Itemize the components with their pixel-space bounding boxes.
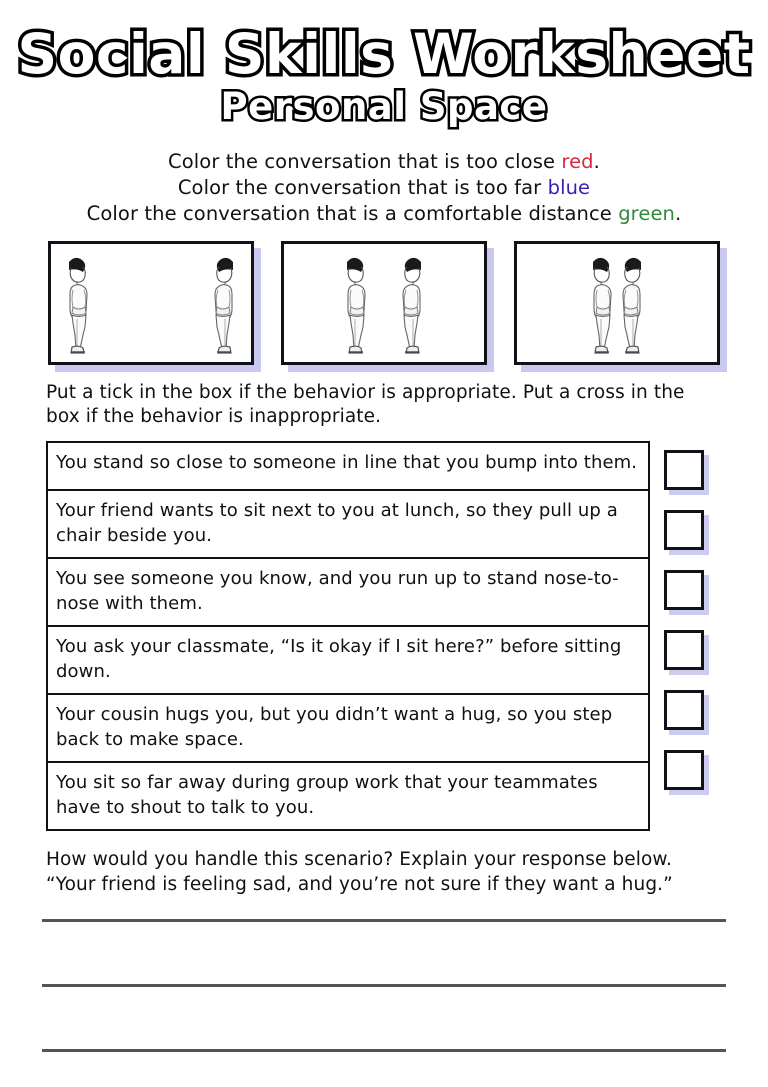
tick-instruction: Put a tick in the box if the behavior is appropriate. Put a cross in the box if the behavior is inappropriate. (46, 381, 685, 428)
answer-line[interactable] (42, 1049, 726, 1052)
answer-lines (42, 919, 726, 1052)
title-block (0, 0, 768, 127)
color-word-blue: blue (547, 175, 591, 199)
statements-table (46, 441, 650, 831)
color-instructions (0, 149, 768, 227)
panel-comfortable-figures (284, 238, 484, 362)
answer-line[interactable] (42, 984, 726, 987)
color-instruction-2-prefix: Color the conversation that is too far (177, 175, 548, 199)
statement-row: You sit so far away during group work that your teammates have to shout to talk to you. (56, 771, 598, 819)
color-instruction-3-prefix: Color the conversation that is a comfortable distance (86, 201, 619, 225)
page-subtitle: Personal Space (220, 85, 548, 129)
person-figure-icon (59, 252, 93, 356)
statement-row: Your friend wants to sit next to you at lunch, so they pull up a chair beside you. (48, 491, 648, 559)
panel-close-figures (517, 238, 717, 362)
statements-area (46, 441, 722, 831)
statement-row: You ask your classmate, “Is it okay if I sit here?” before sitting down. (48, 627, 648, 695)
scenario-prompt: How would you handle this scenario? Explain your response below. (46, 848, 672, 870)
color-instruction-line-1 (0, 149, 768, 175)
statement-row: You stand so close to someone in line that you bump into them. (48, 443, 648, 491)
color-instruction-line-3 (0, 201, 768, 227)
person-figure-icon (397, 252, 431, 356)
answer-checkbox[interactable] (664, 570, 704, 610)
panel-comfortable[interactable] (281, 241, 487, 365)
scenario-text: “Your friend is feeling sad, and you’re not sure if they want a hug.” (46, 874, 673, 896)
person-figure-icon (209, 252, 243, 356)
panel-far-figures (51, 238, 251, 362)
person-figure-icon (337, 252, 371, 356)
panel-far[interactable] (48, 241, 254, 365)
color-instruction-line-2 (0, 175, 768, 201)
page-title: Social Skills Worksheet (17, 22, 751, 86)
person-figure-icon (617, 252, 651, 356)
answer-checkbox[interactable] (664, 750, 704, 790)
answer-checkbox[interactable] (664, 450, 704, 490)
panel-close[interactable] (514, 241, 720, 365)
scenario-section (46, 847, 722, 897)
answer-line[interactable] (42, 919, 726, 922)
color-instruction-1-suffix: . (593, 149, 600, 173)
statement-row: Your cousin hugs you, but you didn’t want a hug, so you step back to make space. (48, 695, 648, 763)
answer-checkbox[interactable] (664, 630, 704, 670)
statement-row: You see someone you know, and you run up to stand nose-to-nose with them. (48, 559, 648, 627)
color-instruction-3-suffix: . (675, 201, 682, 225)
illustration-panels (48, 241, 720, 365)
color-word-red: red (561, 149, 594, 173)
color-word-green: green (618, 201, 676, 225)
answer-checkbox-column (664, 441, 704, 790)
answer-checkbox[interactable] (664, 690, 704, 730)
answer-checkbox[interactable] (664, 510, 704, 550)
color-instruction-1-prefix: Color the conversation that is too close (168, 149, 562, 173)
person-figure-icon (583, 252, 617, 356)
